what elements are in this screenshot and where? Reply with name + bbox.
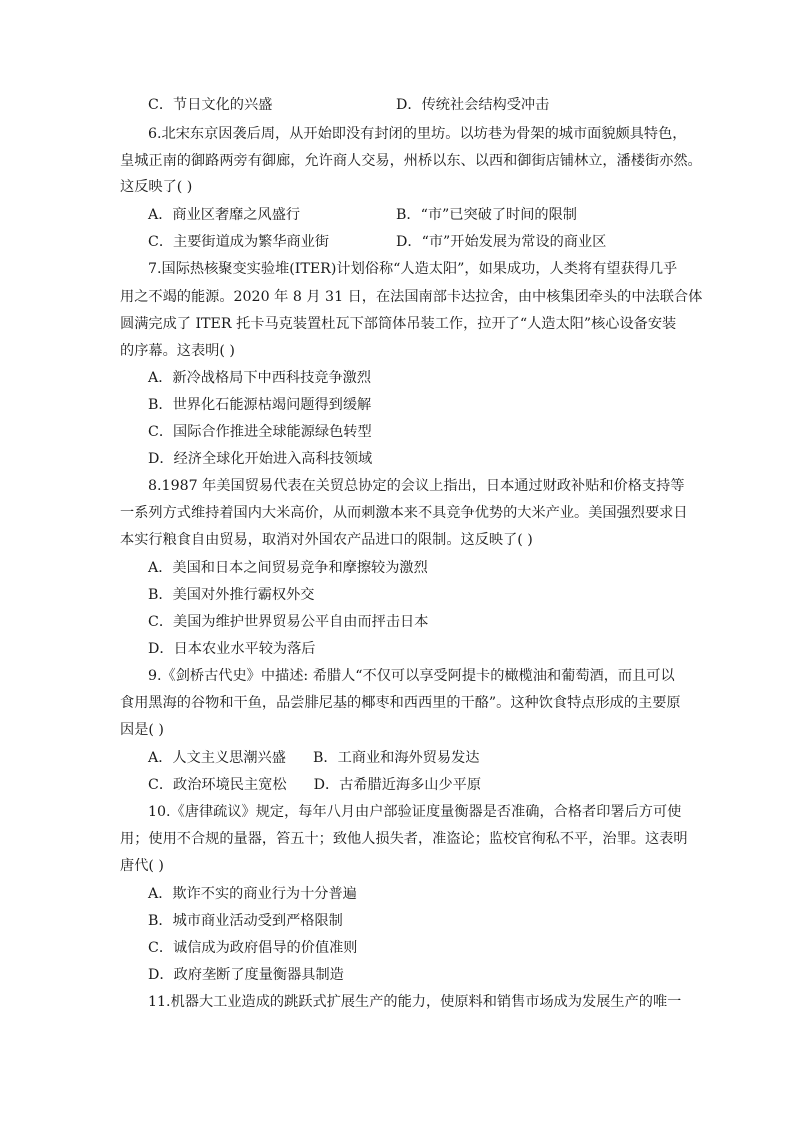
question-9-text: 因是( ) [120, 722, 164, 738]
options-a-b: A．人文主义思潮兴盛 B．工商业和海外贸易发达 [148, 750, 480, 766]
question-8-text: 8.1987 年美国贸易代表在关贸总协定的会议上指出，日本通过财政补贴和价格支持等 [148, 478, 685, 494]
option-a: A．商业区奢靡之风盛行 [148, 207, 301, 223]
option-d: D．政府垄断了度量衡器具制造 [148, 967, 344, 983]
question-6-text: 皇城正南的御路两旁有御廊，允许商人交易，州桥以东、以西和御街店铺林立，潘楼街亦然。 [120, 153, 702, 169]
option-b: B．美国对外推行霸权外交 [148, 587, 315, 603]
option-a: A．新冷战格局下中西科技竞争激烈 [148, 370, 372, 386]
option-d: D．传统社会结构受冲击 [396, 97, 550, 113]
question-7-text: 7.国际热核聚变实验堆(ITER)计划俗称“人造太阳”，如果成功，人类将有望获得几乎 [148, 261, 678, 277]
question-10-text: 10.《唐律疏议》规定，每年八月由户部验证度量衡器是否准确，合格者印署后方可使 [148, 804, 682, 820]
option-c: C．美国为维护世界贸易公平自由而抨击日本 [148, 614, 429, 630]
option-d: D．经济全球化开始进入高科技领域 [148, 451, 373, 467]
question-8-text: 一系列方式维持着国内大米高价，从而刺激本来不具竞争优势的大米产业。美国强烈要求日 [120, 505, 688, 521]
option-c: C．节日文化的兴盛 [148, 97, 273, 113]
option-c: C．诚信成为政府倡导的价值准则 [148, 940, 358, 956]
option-a: A．欺诈不实的商业行为十分普遍 [148, 886, 357, 902]
question-9-text: 9.《剑桥古代史》中描述: 希腊人“不仅可以享受阿提卡的橄榄油和葡萄酒，而且可以 [148, 668, 675, 684]
question-7-text: 用之不竭的能源。2020 年 8 月 31 日，在法国南部卡达拉舍，由中核集团牵头的中法联合体 [120, 289, 703, 305]
option-c: C．国际合作推进全球能源绿色转型 [148, 424, 372, 440]
question-7-text: 的序幕。这表明( ) [120, 343, 235, 359]
option-b: B．城市商业活动受到严格限制 [148, 913, 343, 929]
option-c: C．主要街道成为繁华商业街 [148, 234, 330, 250]
option-d: D．日本农业水平较为落后 [148, 641, 316, 657]
question-10-text: 唐代( ) [120, 858, 164, 874]
question-11-text: 11.机器大工业造成的跳跃式扩展生产的能力，使原料和销售市场成为发展生产的唯一 [148, 994, 682, 1010]
option-a: A．美国和日本之间贸易竞争和摩擦较为激烈 [148, 560, 428, 576]
question-6-text: 这反映了( ) [120, 179, 193, 195]
question-9-text: 食用黑海的谷物和干鱼，品尝腓尼基的椰枣和西西里的干酪”。这种饮食特点形成的主要原 [120, 695, 681, 711]
option-b: B．世界化石能源枯竭问题得到缓解 [148, 397, 372, 413]
question-10-text: 用；使用不合规的量器，笞五十；致他人损失者，准盗论；监校官徇私不平，治罪。这表明 [120, 831, 688, 847]
option-d: D．“市”开始发展为常设的商业区 [396, 234, 607, 250]
question-6-text: 6.北宋东京因袭后周，从开始即没有封闭的里坊。以坊巷为骨架的城市面貌颇具特色， [148, 126, 687, 142]
question-8-text: 本实行粮食自由贸易，取消对外国农产品进口的限制。这反映了( ) [120, 532, 533, 548]
options-c-d: C．政治环境民主宽松 D．古希腊近海多山少平原 [148, 777, 482, 793]
question-7-text: 圆满完成了 ITER 托卡马克装置杜瓦下部筒体吊装工作，拉开了“人造太阳”核心设备安装 [120, 316, 677, 332]
option-b: B．“市”已突破了时间的限制 [396, 207, 577, 223]
